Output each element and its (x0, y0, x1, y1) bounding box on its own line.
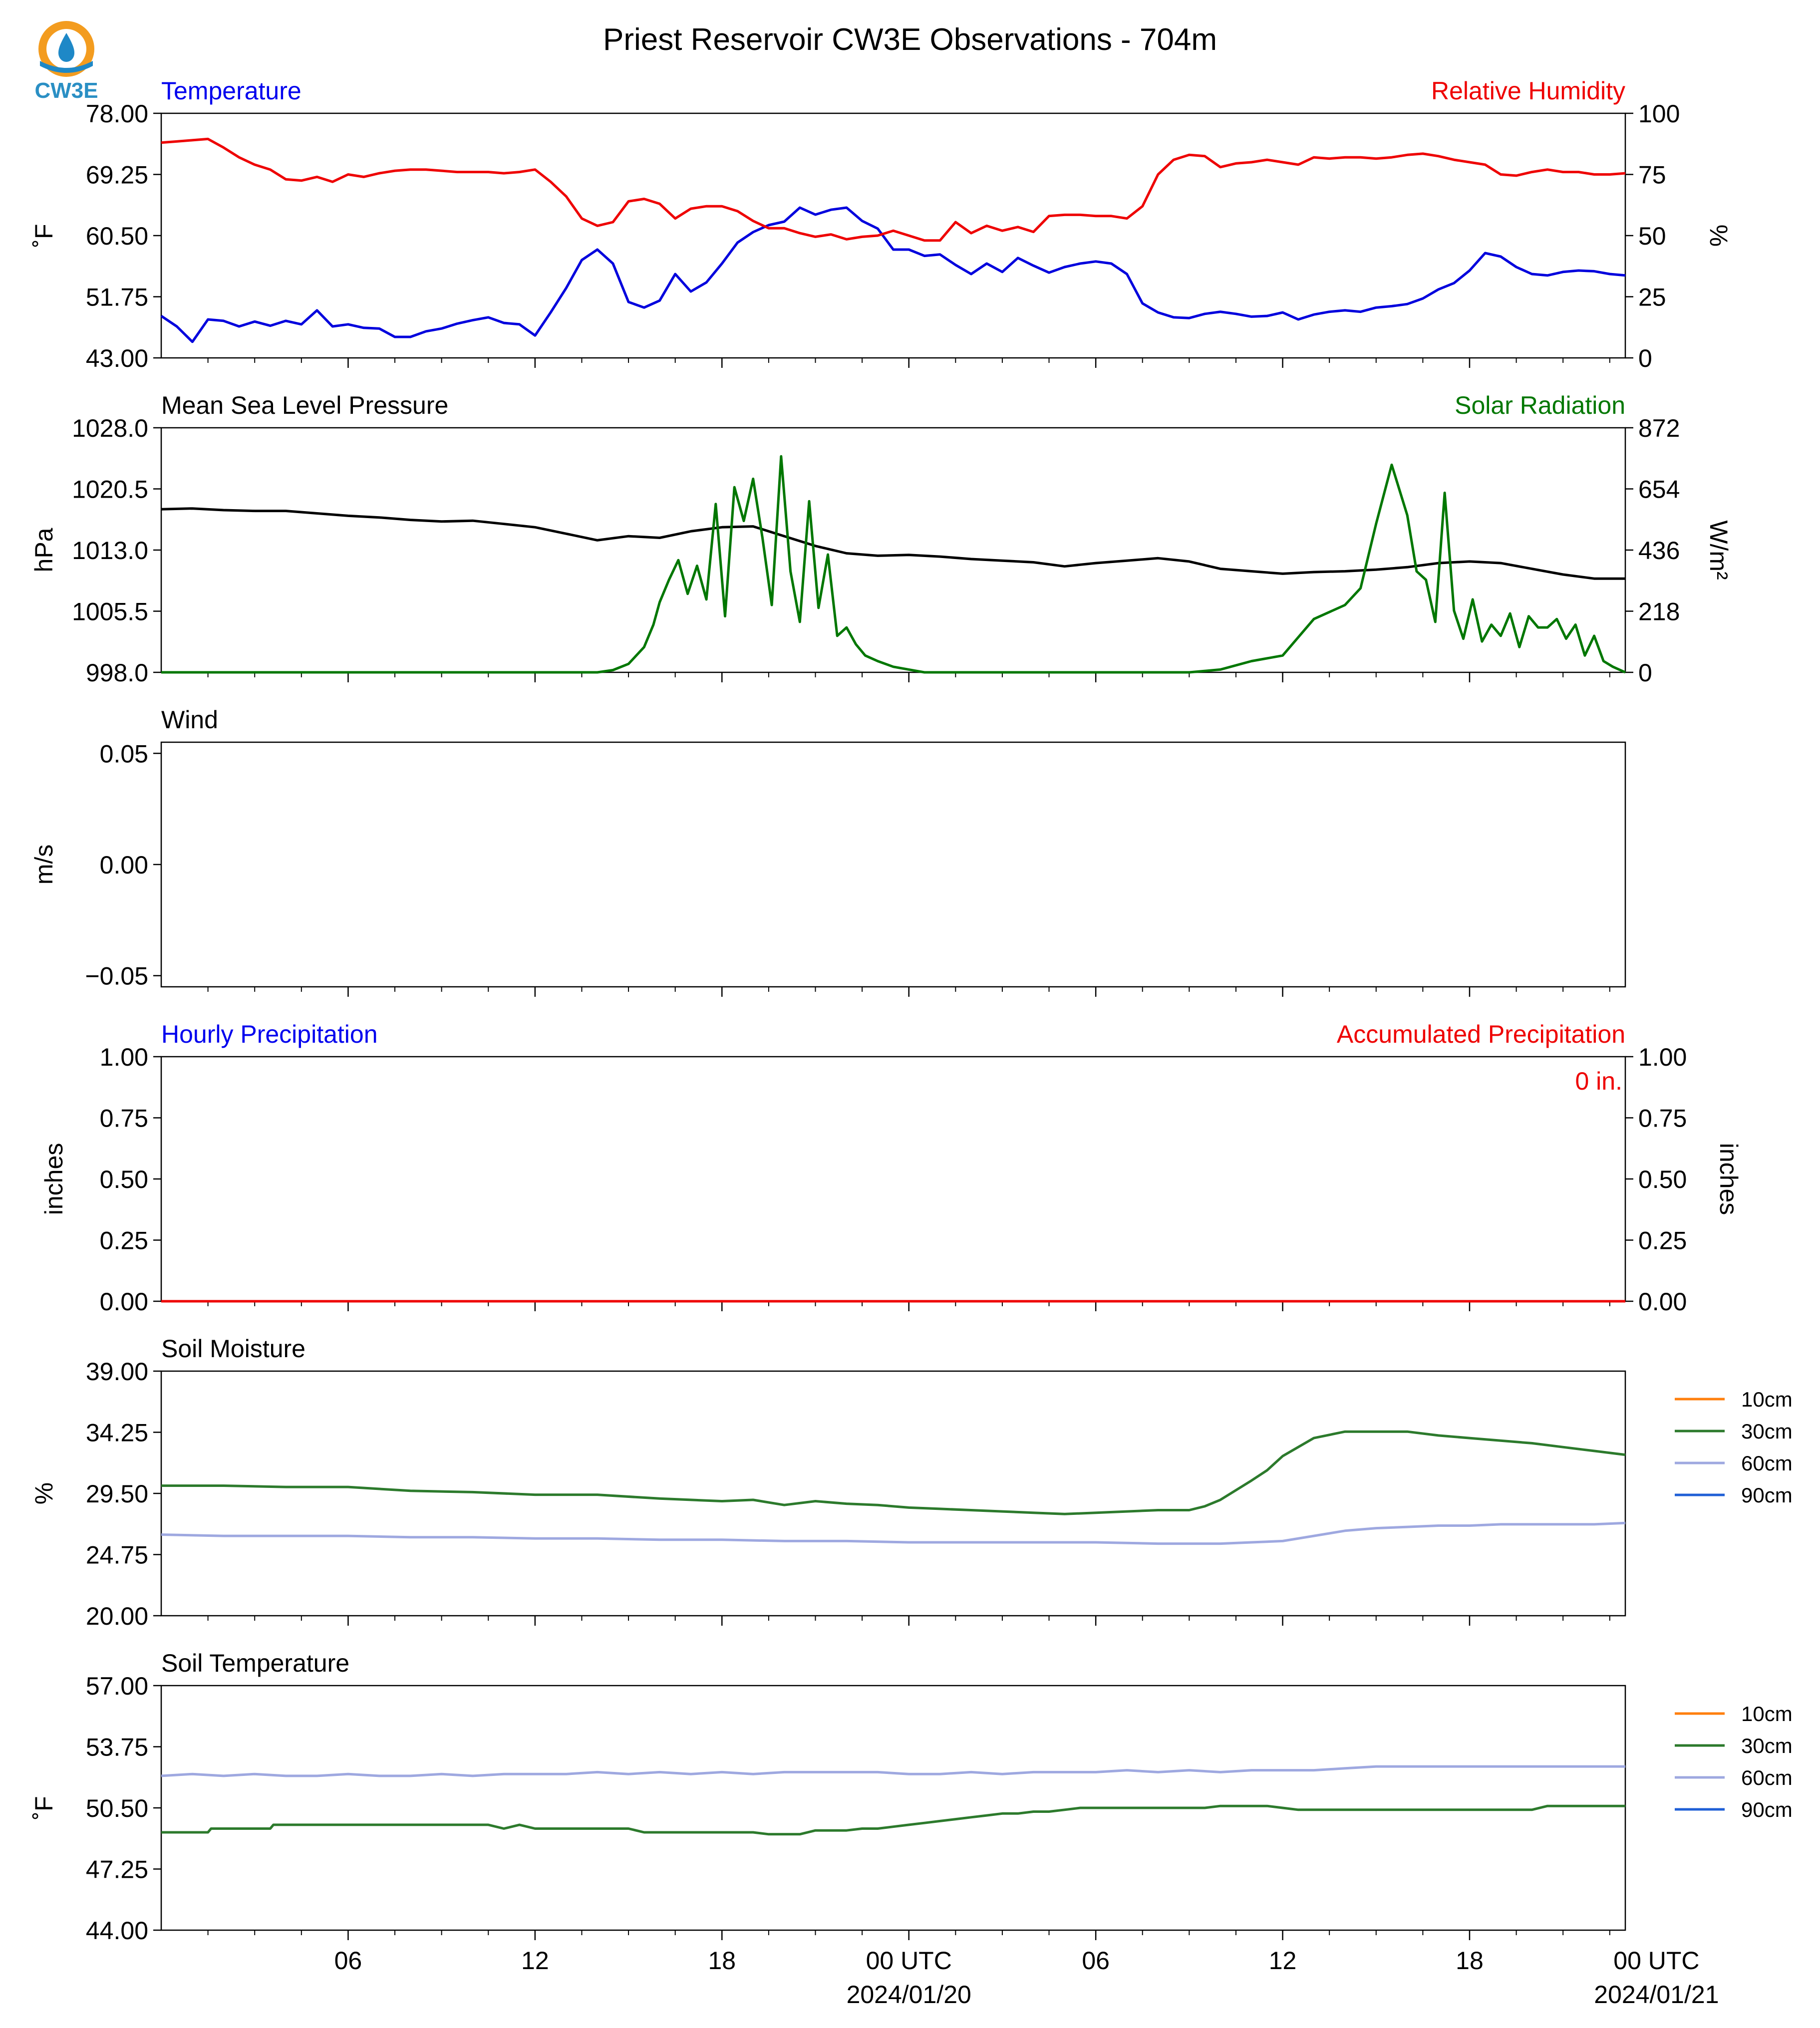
y-right-axis-label: inches (1715, 1143, 1743, 1215)
panel-3 (30, 706, 1625, 997)
series-line-60cm (161, 1766, 1625, 1776)
legend-label: 10cm (1741, 1388, 1793, 1411)
accumulated-total-label: 0 in. (1575, 1067, 1622, 1095)
series-line-temperature (161, 208, 1625, 342)
panel-title-left: Temperature (161, 77, 302, 105)
x-tick-label: 00 UTC (866, 1947, 952, 1975)
panel-6 (30, 1649, 1793, 2009)
y-right-tick-label: 218 (1638, 597, 1680, 626)
y-right-tick-label: 1.00 (1638, 1043, 1687, 1071)
legend-label: 60cm (1741, 1451, 1793, 1475)
logo-text: CW3E (34, 78, 98, 103)
y-right-tick-label: 872 (1638, 414, 1680, 442)
y-tick-label: 78.00 (85, 100, 148, 128)
plot-frame (161, 428, 1625, 672)
cw3e-logo (34, 21, 98, 103)
plot-frame (161, 742, 1625, 987)
y-axis-label: ˚F (30, 1796, 58, 1820)
x-tick-label: 18 (708, 1947, 736, 1975)
x-tick-label: 12 (1268, 1947, 1297, 1975)
series-line-60cm (161, 1523, 1625, 1543)
plot-frame (161, 1686, 1625, 1930)
y-right-tick-label: 0 (1638, 344, 1652, 372)
y-right-axis-label: % (1705, 224, 1733, 247)
y-right-tick-label: 436 (1638, 537, 1680, 565)
y-tick-label: 0.75 (99, 1104, 148, 1133)
x-tick-label: 18 (1456, 1947, 1484, 1975)
series-line-30cm (161, 1806, 1625, 1834)
y-tick-label: 60.50 (85, 222, 148, 250)
y-tick-label: 44.00 (85, 1917, 148, 1945)
y-axis-label: % (30, 1482, 58, 1505)
y-right-tick-label: 0.75 (1638, 1104, 1687, 1133)
panel-title-left: Hourly Precipitation (161, 1020, 378, 1048)
legend-label: 30cm (1741, 1420, 1793, 1443)
y-right-tick-label: 50 (1638, 222, 1666, 250)
y-right-tick-label: 0.50 (1638, 1165, 1687, 1193)
y-tick-label: 0.00 (99, 851, 148, 879)
x-tick-label: 06 (1082, 1947, 1110, 1975)
panel-title-right: Accumulated Precipitation (1336, 1020, 1625, 1048)
series-line-solar-radiation (161, 456, 1625, 672)
y-tick-label: 43.00 (85, 344, 148, 372)
panel-title-right: Relative Humidity (1431, 77, 1625, 105)
y-tick-label: 47.25 (85, 1855, 148, 1884)
y-tick-label: 39.00 (85, 1358, 148, 1386)
y-tick-label: 1013.0 (72, 537, 148, 565)
y-tick-label: 0.50 (99, 1165, 148, 1193)
y-tick-label: 57.00 (85, 1672, 148, 1700)
y-tick-label: 53.75 (85, 1733, 148, 1761)
y-tick-label: 0.25 (99, 1226, 148, 1255)
panel-1 (30, 77, 1733, 372)
figure-title: Priest Reservoir CW3E Observations - 704m (603, 22, 1217, 57)
y-right-tick-label: 75 (1638, 161, 1666, 189)
y-right-axis-label: W/m² (1705, 520, 1733, 580)
y-tick-label: 1028.0 (72, 414, 148, 442)
x-tick-label: 06 (334, 1947, 362, 1975)
y-axis-label: ˚F (30, 224, 58, 248)
y-axis-label: inches (40, 1143, 68, 1215)
y-tick-label: 1020.5 (72, 475, 148, 504)
y-right-tick-label: 0.25 (1638, 1226, 1687, 1255)
y-right-tick-label: 100 (1638, 100, 1680, 128)
y-tick-label: 50.50 (85, 1794, 148, 1822)
legend-label: 60cm (1741, 1766, 1793, 1789)
y-tick-label: 0.05 (99, 740, 148, 768)
y-tick-label: 20.00 (85, 1602, 148, 1630)
series-line-30cm (161, 1432, 1625, 1514)
y-right-tick-label: 0.00 (1638, 1288, 1687, 1316)
y-axis-label: hPa (30, 528, 58, 573)
plot-frame (161, 113, 1625, 358)
y-tick-label: 1.00 (99, 1043, 148, 1071)
legend-label: 90cm (1741, 1798, 1793, 1821)
panel-title-left: Mean Sea Level Pressure (161, 391, 449, 419)
panel-title-right: Solar Radiation (1455, 391, 1625, 419)
y-right-tick-label: 0 (1638, 659, 1652, 687)
legend-label: 90cm (1741, 1483, 1793, 1507)
y-tick-label: 34.25 (85, 1419, 148, 1447)
panel-4 (40, 1020, 1743, 1316)
y-tick-label: 998.0 (85, 659, 148, 687)
y-tick-label: 69.25 (85, 161, 148, 189)
plot-frame (161, 1057, 1625, 1301)
series-line-mean-sea-level-pressure (161, 509, 1625, 579)
x-date-label: 2024/01/21 (1594, 1981, 1719, 2009)
plot-frame (161, 1371, 1625, 1616)
x-date-label: 2024/01/20 (846, 1981, 971, 2009)
y-right-tick-label: 25 (1638, 283, 1666, 311)
x-tick-label: 00 UTC (1613, 1947, 1700, 1975)
panel-5 (30, 1335, 1793, 1630)
x-tick-label: 12 (521, 1947, 549, 1975)
y-tick-label: 24.75 (85, 1541, 148, 1569)
y-tick-label: −0.05 (85, 962, 148, 990)
legend-label: 30cm (1741, 1734, 1793, 1757)
y-axis-label: m/s (30, 844, 58, 885)
y-tick-label: 29.50 (85, 1480, 148, 1508)
y-right-tick-label: 654 (1638, 475, 1680, 504)
panel-title-left: Soil Temperature (161, 1649, 350, 1677)
series-line-relative-humidity (161, 139, 1625, 240)
y-tick-label: 51.75 (85, 283, 148, 311)
panel-2 (30, 391, 1733, 687)
panel-title-left: Wind (161, 706, 218, 734)
y-tick-label: 1005.5 (72, 597, 148, 626)
legend-label: 10cm (1741, 1702, 1793, 1726)
y-tick-label: 0.00 (99, 1288, 148, 1316)
panel-title-left: Soil Moisture (161, 1335, 305, 1363)
